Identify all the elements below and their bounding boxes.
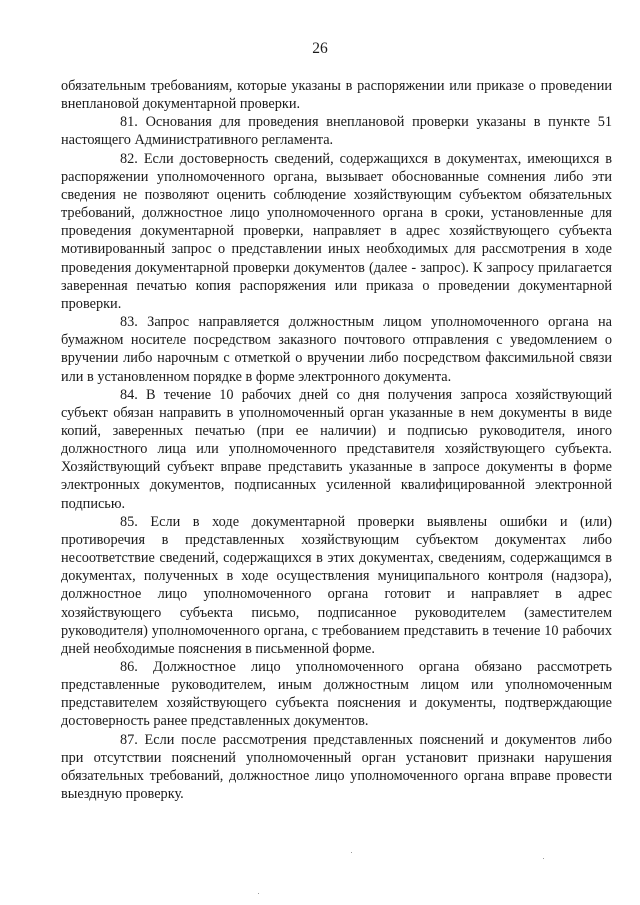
paragraph-82: 82. Если достоверность сведений, содержащихся в документах, имеющихся в распоряжении уполномоченного органа, вызывает обоснованные сомнения либо эти сведения не позволяют оценить соблюдение хозяйствующим субъектом обязательных требований, должностное лицо уполномоченного органа в сроки, установленные для проведения документарной проверки, направляет в адрес хозяйствующего субъекта мотивированный запрос о представлении иных необходимых для рассмотрения в ходе проведения документарной проверки документов (далее - запрос). К запросу прилагается заверенная печатью копия распоряжения или приказа о проведении документарной проверки.	[61, 150, 612, 312]
paragraph-83: 83. Запрос направляется должностным лицом уполномоченного органа на бумажном носителе посредством заказного почтового отправления с уведомлением о вручении либо нарочным с отметкой о вручении либо посредством факсимильной связи или в установленном порядке в форме электронного документа.	[61, 314, 612, 385]
scan-speck	[351, 852, 352, 853]
paragraph-86: 86. Должностное лицо уполномоченного органа обязано рассмотреть представленные руководителем, иным должностным лицом или уполномоченным представителем хозяйствующего субъекта пояснения и документы, подтверждающие достоверность ранее представленных документов.	[61, 659, 612, 730]
paragraph-81: 81. Основания для проведения внеплановой проверки указаны в пункте 51 настоящего Административного регламента.	[61, 114, 612, 149]
paragraph-continuation: обязательным требованиям, которые указаны в распоряжении или приказе о проведении внеплановой документарной проверки.	[61, 78, 612, 113]
paragraph-84: 84. В течение 10 рабочих дней со дня получения запроса хозяйствующий субъект обязан направить в уполномоченный орган указанные в нем документы в виде копий, заверенных печатью (при ее наличии) и подписью руководителя, иного должностного лица или уполномоченного представителя хозяйствующего субъекта. Хозяйствующий субъект вправе представить указанные в запросе документы в форме электронных документов, подписанных усиленной квалифицированной электронной подписью.	[61, 386, 612, 512]
scan-speck	[543, 858, 544, 859]
page-number: 26	[312, 40, 328, 57]
scan-speck	[258, 893, 259, 894]
document-body	[61, 77, 612, 803]
paragraph-87: 87. Если после рассмотрения представленных пояснений и документов либо при отсутствии пояснений уполномоченный орган установит признаки нарушения обязательных требований, должностное лицо уполномоченного органа вправе провести выездную проверку.	[61, 731, 612, 803]
paragraph-85: 85. Если в ходе документарной проверки выявлены ошибки и (или) противоречия в представленных хозяйствующим субъектом документах либо несоответствие сведений, содержащихся в этих документах, сведениям, содержащимся в документах, полученных в ходе осуществления муниципального контроля (надзора), должностное лицо уполномоченного органа готовит и направляет в адрес хозяйствующего субъекта письмо, подписанное руководителем (заместителем руководителя) уполномоченного органа, с требованием представить в течение 10 рабочих дней необходимые пояснения в письменной форме.	[61, 513, 612, 657]
